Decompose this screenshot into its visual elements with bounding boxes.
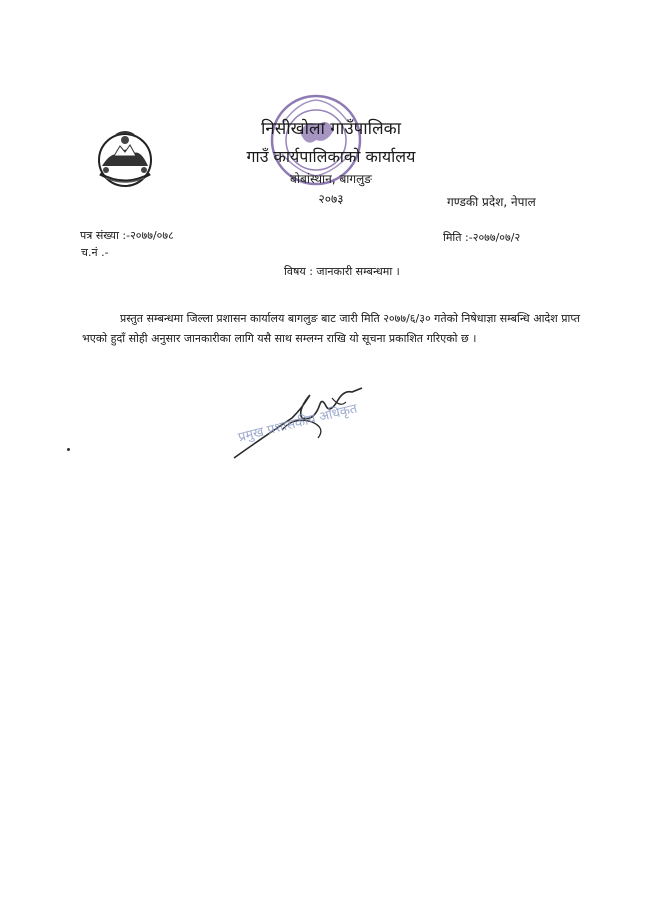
office-name: निसीखोला गाउँपालिका [260, 119, 402, 139]
province-label: गण्डकी प्रदेश, नेपाल [447, 195, 536, 209]
dispatch-number: च.नं .- [81, 246, 109, 259]
subject-line: विषय : जानकारी सम्बन्धमा । [284, 265, 400, 278]
established-year: २०७३ [318, 192, 344, 206]
scan-mark [67, 448, 70, 451]
office-address: बोबांस्थान, बागलुङ [290, 172, 372, 186]
letter-date: मिति :-२०७७/०७/२ [443, 231, 521, 244]
reference-number: पत्र संख्या :-२०७७/०७८ [80, 229, 174, 242]
office-subtitle: गाउँ कार्यपालिकाको कार्यालय [246, 147, 416, 166]
letter-body-text: प्रस्तुत सम्बन्धमा जिल्ला प्रशासन कार्यालय बागलुङ बाट जारी मिति २०७७/६/३० गतेको निषेधाज्ञा सम्बन्धि आदेश प्राप्त भएको हुदाँ सोही अनुसार जानकारीका लागि यसै साथ सम्लग्न राखि यो सूचना प्रकाशित गरिएको छ । [82, 312, 581, 345]
signature-stamp-text: प्रमुख प्रशासकीय अधिकृत [236, 401, 359, 446]
letter-body [82, 309, 582, 349]
